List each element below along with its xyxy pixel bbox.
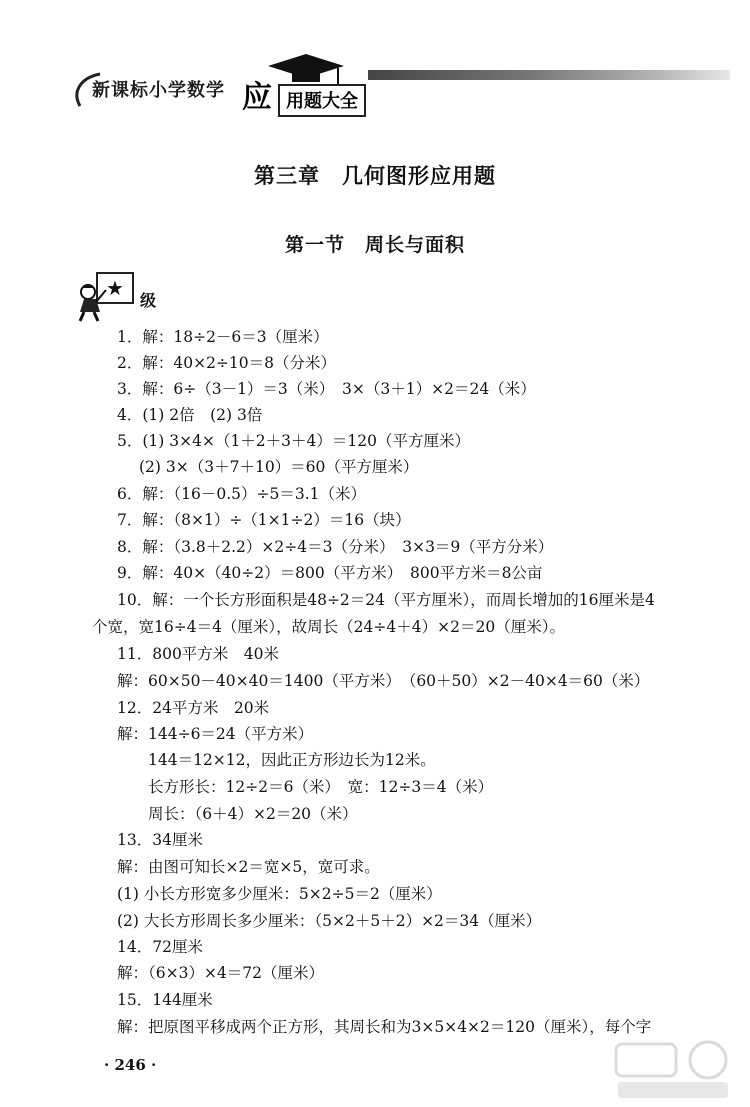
page-number: · 246 ·: [104, 1056, 157, 1074]
answer-line: 11．800平方米 40米: [117, 645, 280, 663]
header-big-char: 应: [242, 80, 272, 115]
answer-line: 8．解：（3.8＋2.2）×2÷4＝3（分米） 3×3＝9（平方分米）: [117, 538, 554, 556]
answer-line: 7．解：（8×1）÷（1×1÷2）＝16（块）: [117, 511, 411, 529]
cartoon-figure-icon: [74, 282, 114, 322]
header-gradient-bar: [368, 70, 730, 80]
answer-line: 13．34厘米: [117, 831, 203, 849]
watermark-logo-icon: [608, 1036, 736, 1102]
answer-line: 15．144厘米: [117, 991, 213, 1009]
answer-line: 9．解：40×（40÷2）＝800（平方米） 800平方米＝8公亩: [117, 564, 543, 582]
section-title: 第一节 周长与面积: [284, 234, 465, 256]
graduation-cap-icon: [266, 52, 346, 88]
answer-line: 1．解：18÷2－6＝3（厘米）: [117, 328, 329, 346]
answer-line: 2．解：40×2÷10＝8（分米）: [117, 354, 337, 372]
answer-line: 12．24平方米 20米: [117, 699, 270, 717]
answer-line: 14．72厘米: [117, 938, 203, 956]
level-marker: [74, 270, 194, 322]
answer-line: 解：144÷6＝24（平方米）: [117, 725, 314, 743]
answer-line: 解：60×50－40×40＝1400（平方米） （60＋50）×2－40×4＝60（米）: [117, 672, 650, 690]
answer-line: 3．解：6÷（3－1）＝3（米） 3×（3＋1）×2＝24（米）: [117, 380, 536, 398]
answer-line: 长方形长：12÷2＝6（米） 宽：12÷3＝4（米）: [148, 778, 494, 796]
level-label: 级: [140, 291, 157, 310]
series-title: 新课标小学数学: [92, 80, 225, 101]
answer-line: 个宽，宽16÷4＝4（厘米），故周长（24÷4＋4）×2＝20（厘米）。: [92, 618, 565, 636]
answer-line: 解：把原图平移成两个正方形，其周长和为3×5×4×2＝120（厘米），每个字: [117, 1018, 652, 1036]
answer-line: 周长：（6＋4）×2＝20（米）: [148, 805, 358, 823]
answer-line: (2) 3×（3＋7＋10）＝60（平方厘米）: [139, 458, 419, 476]
answer-line: 5．(1) 3×4×（1＋2＋3＋4）＝120（平方厘米）: [117, 432, 470, 450]
chapter-title: 第三章 几何图形应用题: [254, 164, 496, 188]
answer-line: 4．(1) 2倍 (2) 3倍: [117, 406, 263, 424]
answer-line: 10．解：一个长方形面积是48÷2＝24（平方厘米），而周长增加的16厘米是4: [117, 591, 655, 609]
star-icon: ★: [96, 272, 134, 304]
answer-line: (1) 小长方形宽多少厘米：5×2÷5＝2（厘米）: [117, 885, 442, 903]
book-header: [70, 52, 730, 118]
answer-line: 6．解：（16－0.5）÷5＝3.1（米）: [117, 485, 366, 503]
answer-line: (2) 大长方形周长多少厘米：（5×2＋5＋2）×2＝34（厘米）: [117, 912, 542, 930]
header-boxed-title: 用题大全: [278, 84, 366, 117]
answer-line: 解：（6×3）×4＝72（厘米）: [117, 964, 325, 982]
answer-line: 解：由图可知长×2＝宽×5，宽可求。: [117, 858, 380, 876]
answer-line: 144＝12×12，因此正方形边长为12米。: [148, 751, 436, 769]
